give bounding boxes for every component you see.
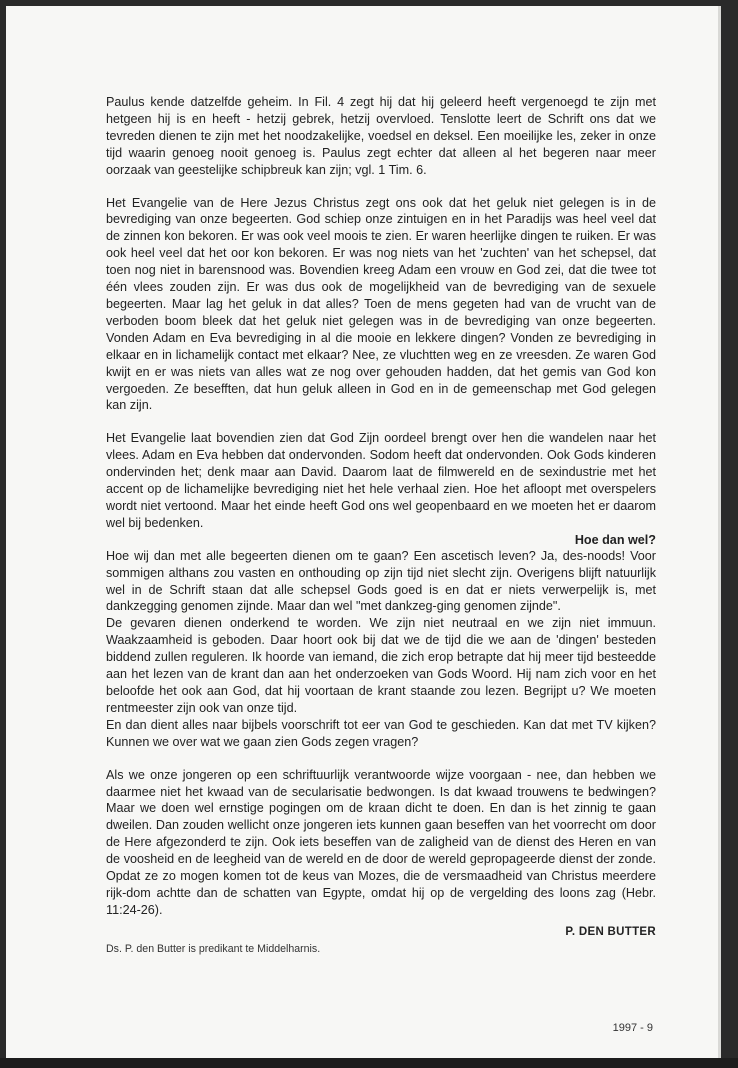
paragraph-evangelie-geluk: Het Evangelie van de Here Jezus Christus zegt ons ook dat het geluk niet gelegen is in de bevrediging van onze begeerten. God schiep onze zintuigen en in het Paradijs was heel veel dat de zinnen kon bekoren. Er was ook veel moois te zien. Er waren heerlijke dingen te ruiken. Er was ook heel veel dat het oor kon bekoren. Er was nog niets van het 'zuchten' van het schepsel, dat toen nog niet in barensnood was. Bovendien kreeg Adam een vrouw en God zei, dat die twee tot één vlees zouden zijn. Er was dus ook de mogelijkheid van de bevrediging van de sexuele begeerten. Maar lag het geluk in dat alles? Toen de mens gegeten had van de vrucht van de verboden boom bleek dat het geluk niet gelegen was in de bevrediging van onze begeerten. Vonden Adam en Eva bevrediging in al die mooie en lekkere dingen? Vonden ze bevrediging in elkaar en in lichamelijk contact met elkaar? Nee, ze vluchtten weg en ze vreesden. Ze waren God kwijt en er was niets van alles wat ze nog over gehouden hadden, dat het gemis van God kon vergoeden. Ze besefften, dat hun geluk alleen in God en in de gemeenschap met God gelegen kan zijn. bbox=[106, 195, 656, 413]
document-page bbox=[6, 6, 721, 1058]
paragraph-eer-van-god: En dan dient alles naar bijbels voorschrift tot eer van God te geschieden. Kan dat met TV kijken? Kunnen we over wat we gaan zien Gods zegen vragen? bbox=[106, 717, 656, 749]
paragraph-gevaren: De gevaren dienen onderkend te worden. We zijn niet neutraal en we zijn niet immuun. Waakzaamheid is geboden. Daar hoort ook bij dat we de tijd die we aan de 'dingen' besteden biddend zullen reguleren. Ik hoorde van iemand, die zich erop betrapte dat hij meer tijd besteedde aan het lezen van de krant dan aan het onderzoeken van Gods Woord. Hij nam zich voor en het beloofde het ook aan God, dat hij voortaan de krant staande zou lezen. Begrijpt u? We moeten rentmeester zijn ook van onze tijd. bbox=[106, 616, 656, 715]
section-heading: Hoe dan wel? bbox=[574, 532, 656, 547]
author-footnote: Ds. P. den Butter is predikant te Middelharnis. bbox=[106, 942, 321, 955]
paragraph-paulus: Paulus kende datzelfde geheim. In Fil. 4 zegt hij dat hij geleerd heeft vergenoegd te zijn met hetgeen hij is en heeft - hetzij gebrek, hetzij overvloed. Tenslotte leert de Schrift ons dat we tevreden dienen te zijn met het noodzakelijke, voedsel en deksel. Een moeilijke les, zeker in onze tijd waarin genoeg nooit genoeg is. Paulus zegt echter dat alleen al het begeren naar meer oorzaak van geestelijke schipbreuk kan zijn; vgl. 1 Tim. 6. bbox=[106, 95, 656, 177]
paragraph-hoe-omgaan: Hoe wij dan met alle begeerten dienen om te gaan? Een ascetisch leven? Ja, des-noods! Voor sommigen althans zou vasten en onthouding op zijn tijd niet slecht zijn. Overigens blijft natuurlijk wel in de Schrift staan dat alle schepsel Gods goed is en dat er niets verwerpelijk is, met dankzegging genomen zijnde. Maar dan wel "met dankzeg-ging genomen zijnde". bbox=[106, 548, 656, 614]
page-number: 1997 - 9 bbox=[612, 1022, 653, 1034]
scan-bottom-border bbox=[0, 1058, 738, 1068]
author-signature: P. DEN BUTTER bbox=[565, 925, 656, 938]
article-body bbox=[106, 94, 656, 956]
paragraph-jongeren: Als we onze jongeren op een schriftuurlijk verantwoorde wijze voorgaan - nee, dan hebben we daarmee niet het kwaad van de secularisatie bedwongen. Is dat kwaad trouwens te bedwingen? Maar we doen wel ernstige pogingen om de kraan dicht te doen. En dan is het zinnig te gaan dweilen. Dan zouden wellicht onze jongeren iets kunnen gaan beseffen van het voorrecht om door de Here afgezonderd te zijn. Ook iets beseffen van de zaligheid van de dienst des Heren en van de voosheid en de leegheid van de wereld en de door de wereld gepropageerde dienst der zonde. Opdat ze zo mogen komen tot de keus van Mozes, die de versmaadheid van Christus meerdere rijk-dom achtte dan de schatten van Egypte, omdat hij op de vergelding des loons zag (Hebr. 11:24-26). bbox=[106, 767, 656, 917]
paragraph-evangelie-oordeel: Het Evangelie laat bovendien zien dat God Zijn oordeel brengt over hen die wandelen naar het vlees. Adam en Eva hebben dat ondervonden. Sodom heeft dat ondervonden. Ook Gods kinderen ondervinden het; denk maar aan David. Daarom laat de filmwereld en de sexindustrie met het accent op de lichamelijke bevrediging niet het hele verhaal zien. Hoe het afloopt met overspelers wordt niet vertoond. Maar het einde heeft God ons wel geopenbaard en we moeten het er daarom wel bij bedenken. bbox=[106, 431, 656, 530]
page-edge-shadow bbox=[718, 6, 721, 1058]
